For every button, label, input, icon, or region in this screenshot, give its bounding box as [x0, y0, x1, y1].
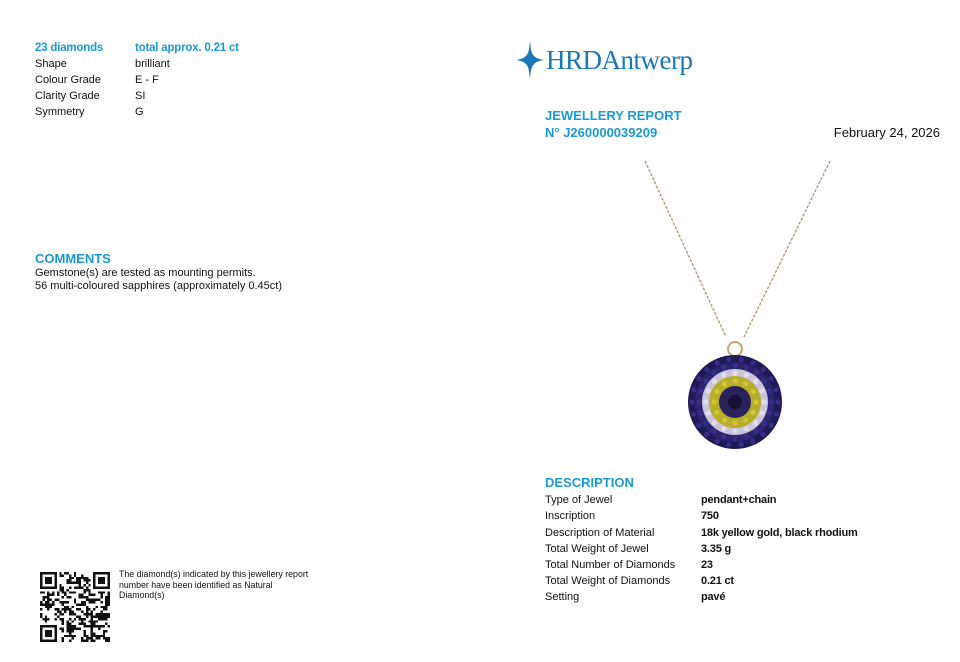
description-section	[545, 475, 858, 606]
stone-specs	[35, 40, 239, 120]
desc-value: 18k yellow gold, black rhodium	[701, 526, 858, 539]
report-header	[545, 107, 682, 141]
desc-value: 0.21 ct	[701, 575, 734, 588]
spec-label: Colour Grade	[35, 74, 102, 86]
desc-label: Inscription	[545, 510, 596, 523]
desc-value: 3.35 g	[701, 542, 731, 555]
spec-row-shape	[35, 56, 239, 72]
comments-line-1: Gemstone(s) are tested as mounting permits.	[35, 266, 256, 279]
spec-value: E - F	[135, 74, 159, 86]
desc-value: 750	[701, 510, 719, 523]
spec-row-symmetry	[35, 104, 239, 120]
desc-value: 23	[701, 559, 713, 572]
desc-label: Total Weight of Diamonds	[545, 575, 671, 588]
specs-header	[35, 40, 239, 56]
logo-antwerp: Antwerp	[601, 44, 693, 75]
description-title: DESCRIPTION	[545, 475, 634, 490]
spec-label: Symmetry	[35, 106, 85, 118]
report-number: N° J260000039209	[545, 125, 658, 140]
desc-row	[545, 589, 858, 605]
spec-row-clarity	[35, 88, 239, 104]
desc-label: Type of Jewel	[545, 494, 613, 507]
desc-value: pavé	[701, 591, 726, 604]
desc-label: Setting	[545, 591, 580, 604]
comments-title: COMMENTS	[35, 251, 111, 266]
desc-row	[545, 557, 858, 573]
desc-row	[545, 508, 858, 524]
spec-label: Shape	[35, 58, 67, 70]
report-title: JEWELLERY REPORT	[545, 108, 682, 123]
comments-line-2: 56 multi-coloured sapphires (approximately 0.45ct)	[35, 280, 283, 292]
diamond-count: 23 diamonds	[35, 42, 104, 54]
desc-value: pendant+chain	[701, 494, 777, 507]
desc-row	[545, 541, 858, 557]
comments-section	[35, 252, 282, 294]
report-date: February 24, 2026	[833, 125, 940, 140]
total-weight: total approx. 0.21 ct	[135, 42, 239, 54]
pendant-image	[630, 155, 850, 455]
spec-value: G	[135, 106, 144, 118]
natural-diamond-notice: The diamond(s) indicated by this jewellery report number have been identified as Natural Diamond(s)	[119, 569, 309, 600]
hrd-antwerp-logo	[516, 38, 693, 82]
logo-wordmark	[546, 45, 693, 76]
desc-label: Total Number of Diamonds	[545, 559, 676, 572]
star-icon	[516, 40, 544, 80]
desc-row	[545, 525, 858, 541]
logo-hrd: HRD	[546, 44, 602, 75]
desc-row	[545, 573, 858, 589]
spec-row-colour	[35, 72, 239, 88]
desc-label: Total Weight of Jewel	[545, 542, 649, 555]
qr-code-icon[interactable]	[40, 572, 110, 642]
spec-value: SI	[135, 90, 146, 102]
spec-value: brilliant	[135, 58, 170, 70]
spec-label: Clarity Grade	[35, 90, 100, 102]
desc-row	[545, 492, 858, 508]
desc-label: Description of Material	[545, 526, 655, 539]
